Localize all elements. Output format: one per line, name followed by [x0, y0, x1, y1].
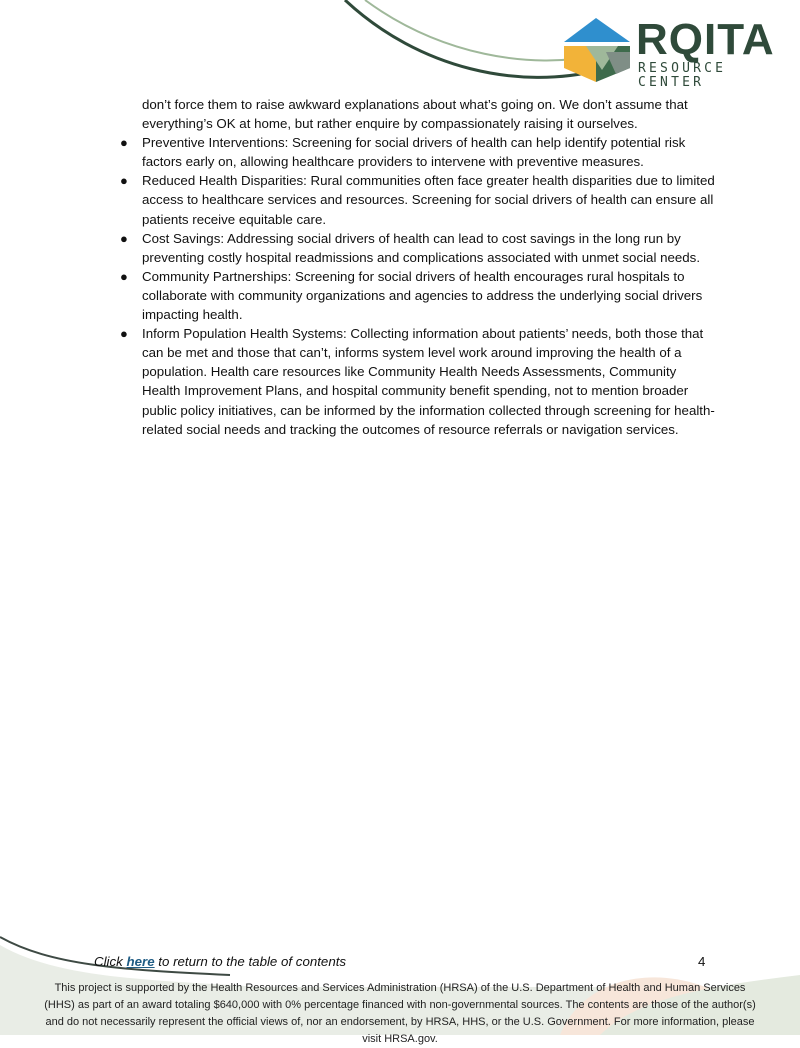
logo-mark-icon: [556, 12, 636, 90]
toc-return-line: [94, 954, 346, 969]
document-body: [118, 95, 718, 439]
logo-subtitle: RESOURCE CENTER: [638, 61, 727, 90]
list-item: [118, 133, 718, 171]
bullet-icon: ●: [120, 326, 128, 342]
list-item: [118, 267, 718, 324]
page-number: 4: [698, 954, 706, 969]
list-item-text: Reduced Health Disparities: Rural communities often face greater health disparities due to limited access to healthcare services and resources. Screening for social drivers of health can ensure all patients receive equitable care.: [142, 173, 715, 227]
funding-disclaimer: This project is supported by the Health Resources and Services Administration (HRSA) of the U.S. Department of Health and Human Services (HHS) as part of an award totaling $640,000 with 0% percentage financed with non-governmental sources. The contents are those of the author(s) and do not necessarily represent the official views of, nor an endorsement, by HRSA, HHS, or the U.S. Government. For more information, please visit HRSA.gov.: [44, 982, 756, 1045]
list-item-text: Cost Savings: Addressing social drivers of health can lead to cost savings in the long run by preventing costly hospital readmissions and complications associated with unmet social needs.: [142, 230, 701, 265]
toc-prefix: Click: [94, 954, 127, 969]
list-item: [118, 229, 718, 267]
bullet-icon: ●: [120, 135, 128, 151]
list-item: [118, 324, 718, 439]
list-item-text: Inform Population Health Systems: Collecting information about patients’ needs, both those that can be met and those that can’t, informs system level work around improving the health of a population. Health care resources like Community Health Needs Assessments, Community Health Improvement Plans, and hospital community benefit spending, not to mention broader public policy initiatives, can be informed by the information collected through screening for health-related social needs and tracking the outcomes of resource referrals or navigation services.: [142, 326, 715, 437]
bullet-icon: ●: [120, 230, 128, 246]
list-item: [118, 171, 718, 228]
toc-here-link[interactable]: here: [126, 954, 155, 969]
bullet-list: [118, 133, 718, 439]
toc-suffix: to return to the table of contents: [154, 954, 347, 969]
list-item-text: Preventive Interventions: Screening for social drivers of health can help identify potential risk factors early on, allowing healthcare providers to intervene with preventive measures.: [142, 135, 686, 170]
bullet-icon: ●: [120, 173, 128, 189]
logo-wordmark: RQITA: [636, 15, 775, 64]
continuation-paragraph: don’t force them to raise awkward explanations about what’s going on. We don’t assume that everything’s OK at home, but rather enquire by compassionately raising it ourselves.: [142, 97, 688, 132]
list-item-text: Community Partnerships: Screening for social drivers of health encourages rural hospitals to collaborate with community organizations and agencies to address the underlying social drivers impacting health.: [142, 268, 703, 323]
rqita-logo: [556, 12, 786, 90]
bullet-icon: ●: [120, 268, 128, 284]
